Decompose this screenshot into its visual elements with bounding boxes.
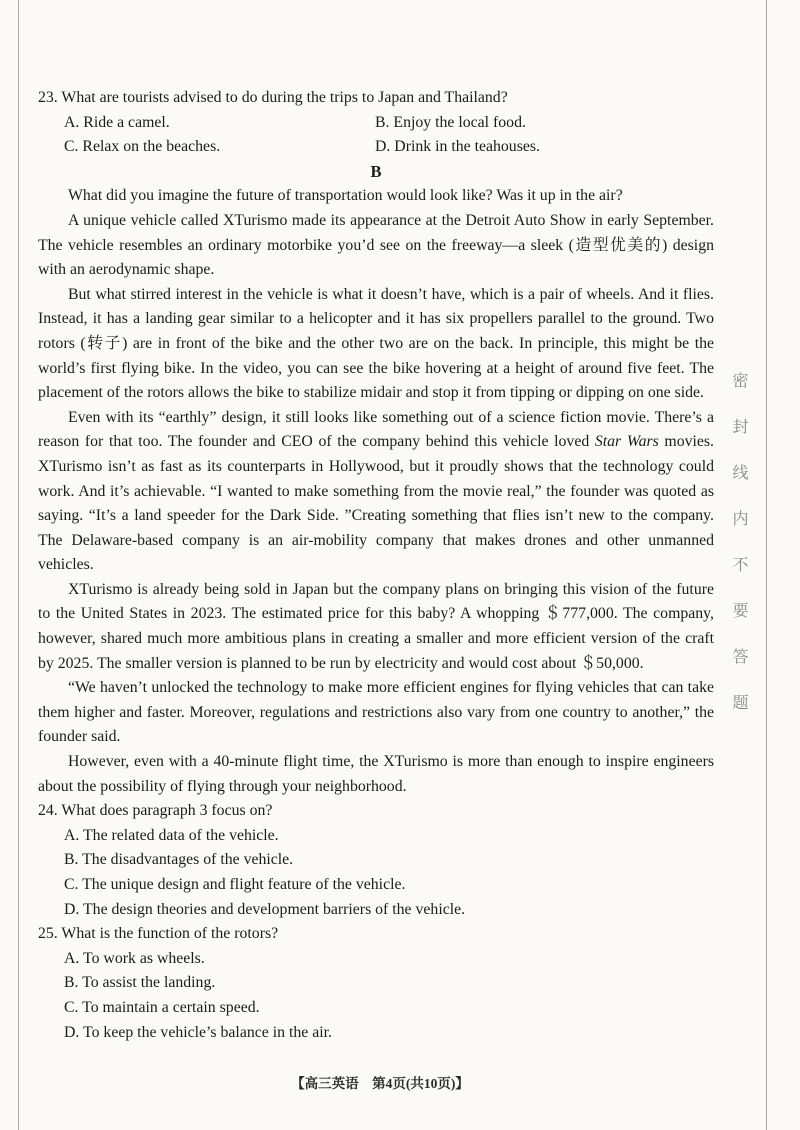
binding-line [766, 0, 767, 1130]
paragraph-4-text-after: movies. XTurismo isn’t as fast as its counterparts in Hollywood, but it proudly shows that the technology could work. And it’s achievable. “I wanted to make something from the movie real,” the founder was quoted as saying. “It’s a land speeder for the Dark Side. ”Creating something that flies isn’t new to the company. The Delaware-based company is an air-mobility company that makes drones and other unmanned vehicles. [38, 433, 714, 574]
passage-paragraph-7: However, even with a 40-minute flight time, the XTurismo is more than enough to inspire engineers about the possibility of flying through your neighborhood. [38, 753, 714, 795]
question-23-stem: 23. What are tourists advised to do during the trips to Japan and Thailand? [38, 89, 508, 106]
paragraph-4-italic-title: Star Wars [594, 433, 659, 451]
question-23 [38, 86, 714, 160]
section-b-heading: B [370, 161, 382, 181]
question-23-option-d: D. Drink in the teahouses. [375, 138, 540, 156]
question-23-option-a: A. Ride a camel. [64, 113, 170, 131]
passage-paragraph-2: A unique vehicle called XTurismo made its appearance at the Detroit Auto Show in early September. The vehicle resembles an ordinary motorbike you’d see on the freeway—a sleek (造型优美的) design with an aerodynamic shape. [38, 211, 714, 279]
passage-paragraph-1: What did you imagine the future of transportation would look like? Was it up in the air? [68, 187, 623, 205]
question-24-options [64, 824, 714, 922]
question-24-option-a: A. The related data of the vehicle. [64, 826, 279, 844]
question-25-option-c: C. To maintain a certain speed. [64, 998, 260, 1016]
page-content [38, 86, 714, 1045]
question-24-option-b: B. The disadvantages of the vehicle. [64, 851, 294, 869]
question-24-option-d: D. The design theories and development barriers of the vehicle. [64, 900, 466, 918]
binding-margin-text: 密封线内不要答题 [730, 372, 747, 740]
passage-paragraph-5: XTurismo is already being sold in Japan but the company plans on bringing this vision of the future to the United States in 2023. The estimated price for this baby? A whopping ＄777,000. The company, however, shared much more ambitious plans in creating a smaller and more efficient version of the craft by 2025. The smaller version is planned to be run by electricity and would cost about ＄50,000. [38, 580, 714, 672]
question-24 [38, 799, 714, 922]
passage-paragraph-3: But what stirred interest in the vehicle is what it doesn’t have, which is a pair of wheels. And it flies. Instead, it has a landing gear similar to a helicopter and it has six propellers parallel to the ground. Two rotors (转子) are in front of the bike and the other two are on the back. In principle, this might be the world’s first flying bike. In the video, you can see the bike hovering at a height of around five feet. The placement of the rotors allows the bike to stabilize midair and stop it from tipping or dipping on one side. [38, 285, 714, 402]
question-24-stem: 24. What does paragraph 3 focus on? [38, 802, 273, 820]
passage-section-b [38, 160, 714, 799]
question-23-options [64, 111, 714, 160]
question-25 [38, 922, 714, 1045]
page-edge-left [18, 0, 19, 1130]
question-24-option-c: C. The unique design and flight feature of the vehicle. [64, 876, 406, 893]
question-25-option-d: D. To keep the vehicle’s balance in the air. [64, 1023, 332, 1041]
question-25-option-a: A. To work as wheels. [64, 949, 205, 967]
question-25-stem: 25. What is the function of the rotors? [38, 925, 279, 943]
question-25-options [64, 947, 714, 1045]
page-footer: 【高三英语 第4页(共10页)】 [291, 1076, 469, 1091]
question-23-option-c: C. Relax on the beaches. [64, 138, 221, 156]
paragraph-4-text-before: Even with its “earthly” design, it still looks like something out of a science fiction movie. There’s a reason for that too. The founder and CEO of the company behind this vehicle loved [38, 408, 714, 451]
passage-paragraph-4 [38, 406, 714, 578]
question-25-option-b: B. To assist the landing. [64, 974, 216, 992]
passage-paragraph-6: “We haven’t unlocked the technology to make more efficient engines for flying vehicles that can take them higher and faster. Moreover, regulations and restrictions also vary from one country to another,” the founder said. [38, 679, 714, 746]
question-23-option-b: B. Enjoy the local food. [375, 113, 526, 131]
